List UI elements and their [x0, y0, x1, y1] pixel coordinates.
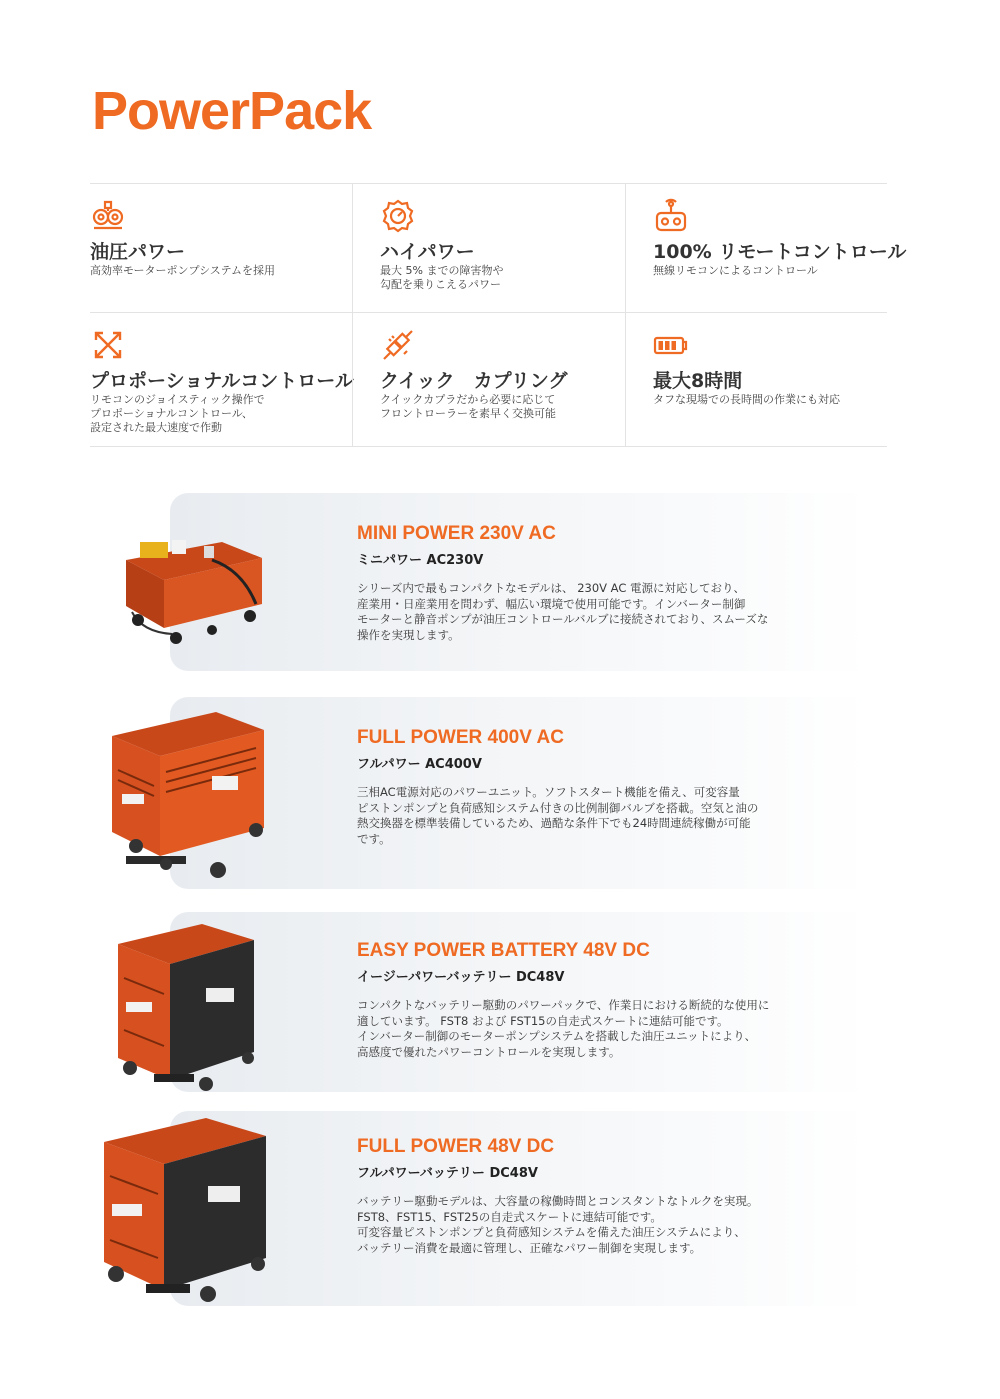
remote-control-icon — [653, 198, 689, 234]
feature-desc: 無線リモコンによるコントロール — [653, 264, 818, 277]
feature-title: クイック カプリング — [380, 370, 568, 392]
quick-coupling-icon — [380, 327, 416, 363]
product-image-mini-power — [112, 520, 272, 650]
product-image-full-power-48v — [98, 1112, 274, 1304]
page-title: PowerPack — [92, 81, 372, 141]
hydraulic-icon — [90, 198, 126, 234]
battery-icon — [653, 327, 689, 363]
feature-title: 100% リモートコントロール — [653, 241, 907, 263]
product-subtitle: フルパワーバッテリー DC48V — [357, 1166, 538, 1181]
feature-desc: タフな現場での長時間の作業にも対応 — [653, 393, 840, 406]
product-name: FULL POWER 400V AC — [357, 727, 564, 748]
product-text — [357, 940, 769, 1060]
feature-title: ハイパワー — [380, 241, 475, 263]
feature-proportional — [90, 313, 352, 446]
product-subtitle: フルパワー AC400V — [357, 757, 482, 772]
feature-remote-control — [625, 184, 907, 312]
product-name: MINI POWER 230V AC — [357, 523, 556, 544]
feature-desc: 高効率モーターポンプシステムを採用 — [90, 264, 276, 277]
product-text — [357, 727, 758, 847]
feature-hydraulic — [90, 184, 352, 312]
feature-title: 最大8時間 — [653, 370, 743, 392]
feature-title: プロポーショナルコントロール — [90, 370, 354, 392]
product-desc: バッテリー駆動モデルは、大容量の稼働時間とコンスタントなトルクを実現。 FST8、FST15、FST25の自走式スケートに連結可能です。 可変容量ピストンポンプと負荷感知システムを備えた油圧システムにより、 バッテリー消費を最適に管理し、正確なパワー制御を実現します。 — [357, 1194, 759, 1255]
feature-row — [90, 313, 887, 447]
feature-high-power — [352, 184, 625, 312]
product-text — [357, 1136, 758, 1256]
gauge-icon — [380, 198, 416, 234]
arrows-expand-icon — [90, 327, 126, 363]
product-text — [357, 523, 768, 643]
product-desc: 三相AC電源対応のパワーユニット。ソフトスタート機能を備え、可変容量 ピストンポンプと負荷感知システム付きの比例制御バルブを搭載。空気と油の 熱交換器を標準装備しているため、過酷な条件下でも24時間連続稼働が可能 です。 — [357, 785, 759, 846]
feature-grid — [90, 183, 907, 447]
feature-row — [90, 184, 907, 313]
product-desc: コンパクトなバッテリー駆動のパワーパックで、作業日における断続的な使用に 適しています。 FST8 および FST15の自走式スケートに連結可能です。 インバーター制御のモーターポンプシステムを搭載した油圧ユニットにより、 高感度で優れたパワーコントロールを実現します。 — [357, 998, 770, 1059]
product-subtitle: イージーパワーバッテリー DC48V — [357, 970, 565, 985]
feature-desc: リモコンのジョイスティック操作で プロポーショナルコントロール、 設定された最大速度で作動 — [90, 393, 265, 434]
product-desc: シリーズ内で最もコンパクトなモデルは、 230V AC 電源に対応しており、 産業用・日産業用を問わず、幅広い環境で使用可能です。インバーター制御 モーターと静音ポンプが油圧コントロールバルブに接続されており、スムーズな 操作を実現します。 — [357, 581, 769, 642]
product-subtitle: ミニパワー AC230V — [357, 553, 484, 568]
feature-title: 油圧パワー — [90, 241, 186, 263]
feature-desc: クイックカプラだから必要に応じて フロントローラーを素早く交換可能 — [380, 393, 556, 420]
product-image-easy-power-battery — [110, 918, 260, 1094]
feature-desc: 最大 5% までの障害物や 勾配を乗りこえるパワー — [380, 264, 504, 291]
product-name: EASY POWER BATTERY 48V DC — [357, 940, 650, 961]
feature-quick-coupling — [352, 313, 625, 446]
feature-battery — [625, 313, 887, 446]
product-image-full-power-400v — [106, 706, 272, 882]
product-name: FULL POWER 48V DC — [357, 1136, 555, 1157]
